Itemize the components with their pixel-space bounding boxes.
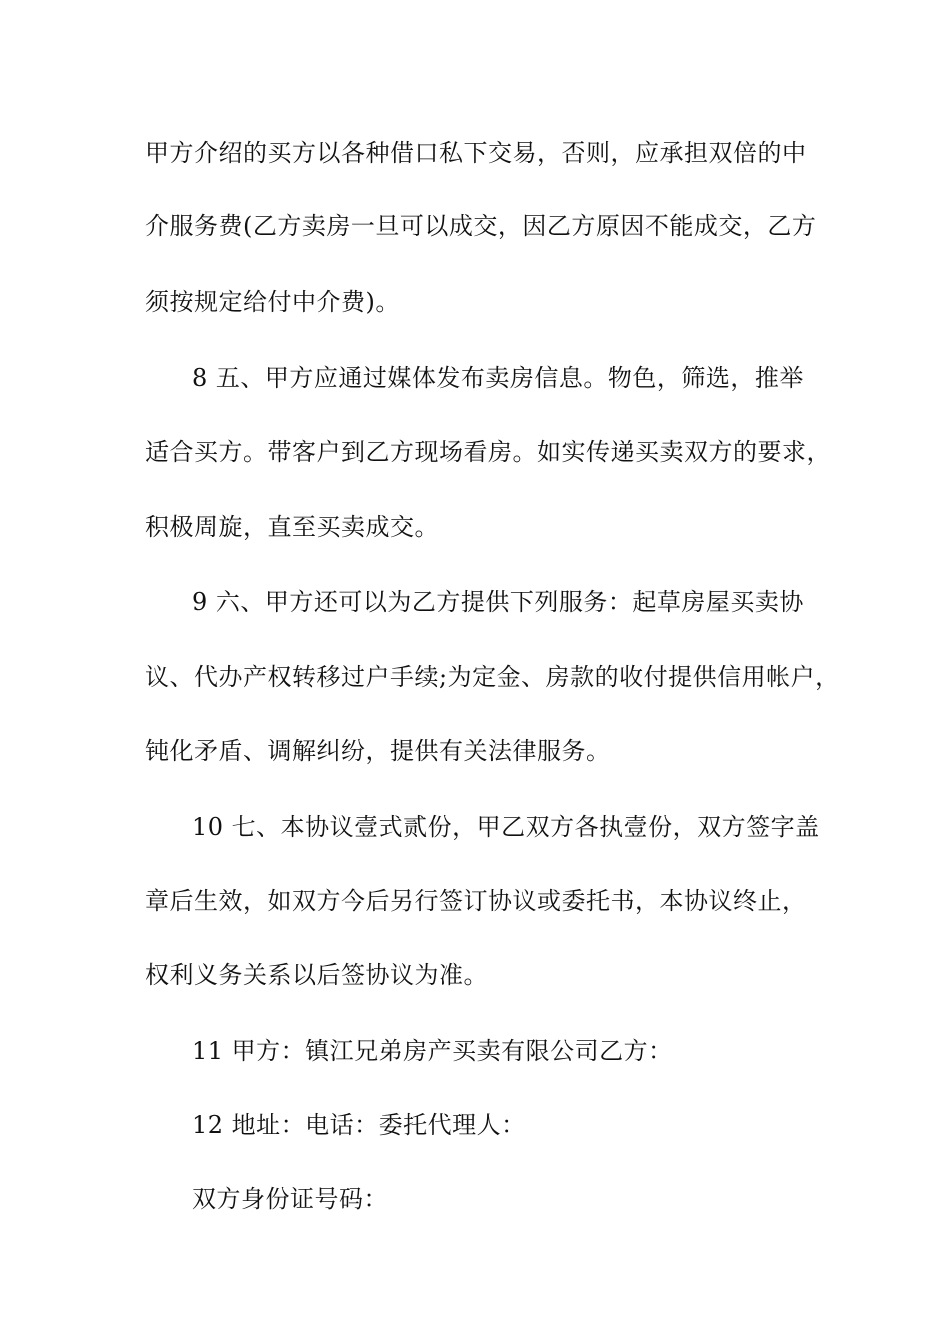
- paragraph-8-start: 8 五、甲方应通过媒体发布卖房信息。物色，筛选，推举: [192, 364, 804, 392]
- address-line: 12 地址：电话：委托代理人：: [192, 1111, 526, 1139]
- text-line: 积极周旋，直至买卖成交。: [145, 513, 439, 541]
- party-a-line: 11 甲方：镇江兄弟房产买卖有限公司乙方：: [192, 1037, 673, 1065]
- paragraph-10-start: 10 七、本协议壹式贰份，甲乙双方各执壹份，双方签字盖: [192, 813, 820, 841]
- text-line: 章后生效，如双方今后另行签订协议或委托书，本协议终止，: [145, 887, 807, 915]
- text-line: 甲方介绍的买方以各种借口私下交易，否则，应承担双倍的中: [145, 139, 807, 167]
- text-line: 适合买方。带客户到乙方现场看房。如实传递买卖双方的要求，: [145, 438, 831, 466]
- text-line: 介服务费(乙方卖房一旦可以成交，因乙方原因不能成交，乙方: [145, 212, 817, 240]
- id-number-line: 双方身份证号码：: [192, 1185, 388, 1213]
- text-line: 权利义务关系以后签协议为准。: [145, 961, 488, 989]
- paragraph-9-start: 9 六、甲方还可以为乙方提供下列服务：起草房屋买卖协: [192, 588, 804, 616]
- text-line: 议、代办产权转移过户手续;为定金、房款的收付提供信用帐户，: [145, 663, 840, 691]
- text-line: 钝化矛盾、调解纠纷，提供有关法律服务。: [145, 737, 611, 765]
- text-line: 须按规定给付中介费)。: [145, 288, 400, 316]
